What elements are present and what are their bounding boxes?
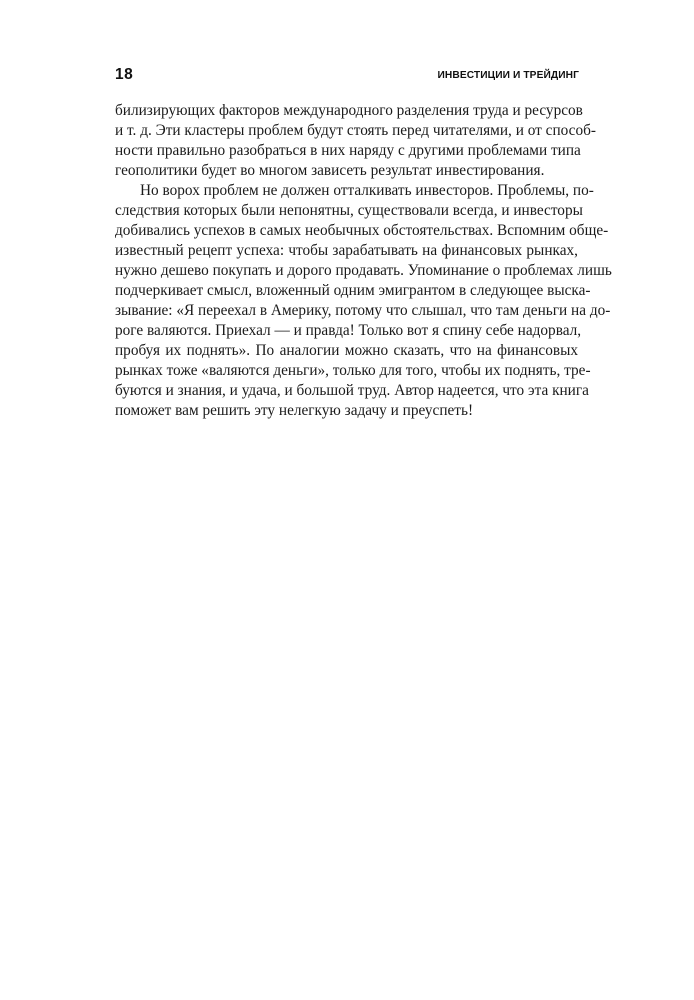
text-line: поможет вам решить эту нелегкую задачу и преуспеть! bbox=[115, 402, 474, 419]
running-head: ИНВЕСТИЦИИ И ТРЕЙДИНГ bbox=[437, 70, 579, 81]
body-text bbox=[115, 101, 612, 421]
text-line: геополитики будет во многом зависеть результат инвестирования. bbox=[115, 162, 545, 179]
paragraph bbox=[115, 101, 596, 181]
text-line: и т. д. Эти кластеры проблем будут стоять перед читателями, и от способ- bbox=[115, 122, 596, 139]
text-line: следствия которых были непонятны, существовали всегда, и инвесторы bbox=[115, 202, 583, 219]
text-line: пробуя их поднять». По аналогии можно сказать, что на финансовых bbox=[115, 342, 578, 359]
text-line: рынках тоже «валяются деньги», только для того, чтобы их поднять, тре- bbox=[115, 362, 591, 379]
text-line: буются и знания, и удача, и большой труд. Автор надеется, что эта книга bbox=[115, 382, 589, 399]
text-line: Но ворох проблем не должен отталкивать инвесторов. Проблемы, по- bbox=[140, 182, 594, 199]
paragraph bbox=[115, 181, 612, 421]
text-line: роге валяются. Приехал — и правда! Только вот я спину себе надорвал, bbox=[115, 322, 582, 339]
text-line: известный рецепт успеха: чтобы зарабатывать на финансовых рынках, bbox=[115, 242, 578, 259]
text-line: билизирующих факторов международного разделения труда и ресурсов bbox=[115, 102, 583, 119]
text-line: ности правильно разобраться в них наряду с другими проблемами типа bbox=[115, 142, 581, 159]
page-number: 18 bbox=[115, 66, 134, 83]
text-line: добивались успехов в самых необычных обстоятельствах. Вспомним обще- bbox=[115, 222, 609, 239]
text-line: нужно дешево покупать и дорого продавать. Упоминание о проблемах лишь bbox=[115, 262, 612, 279]
text-line: подчеркивает смысл, вложенный одним эмигрантом в следующее выска- bbox=[115, 282, 591, 299]
text-line: зывание: «Я переехал в Америку, потому что слышал, что там деньги на до- bbox=[115, 302, 611, 319]
